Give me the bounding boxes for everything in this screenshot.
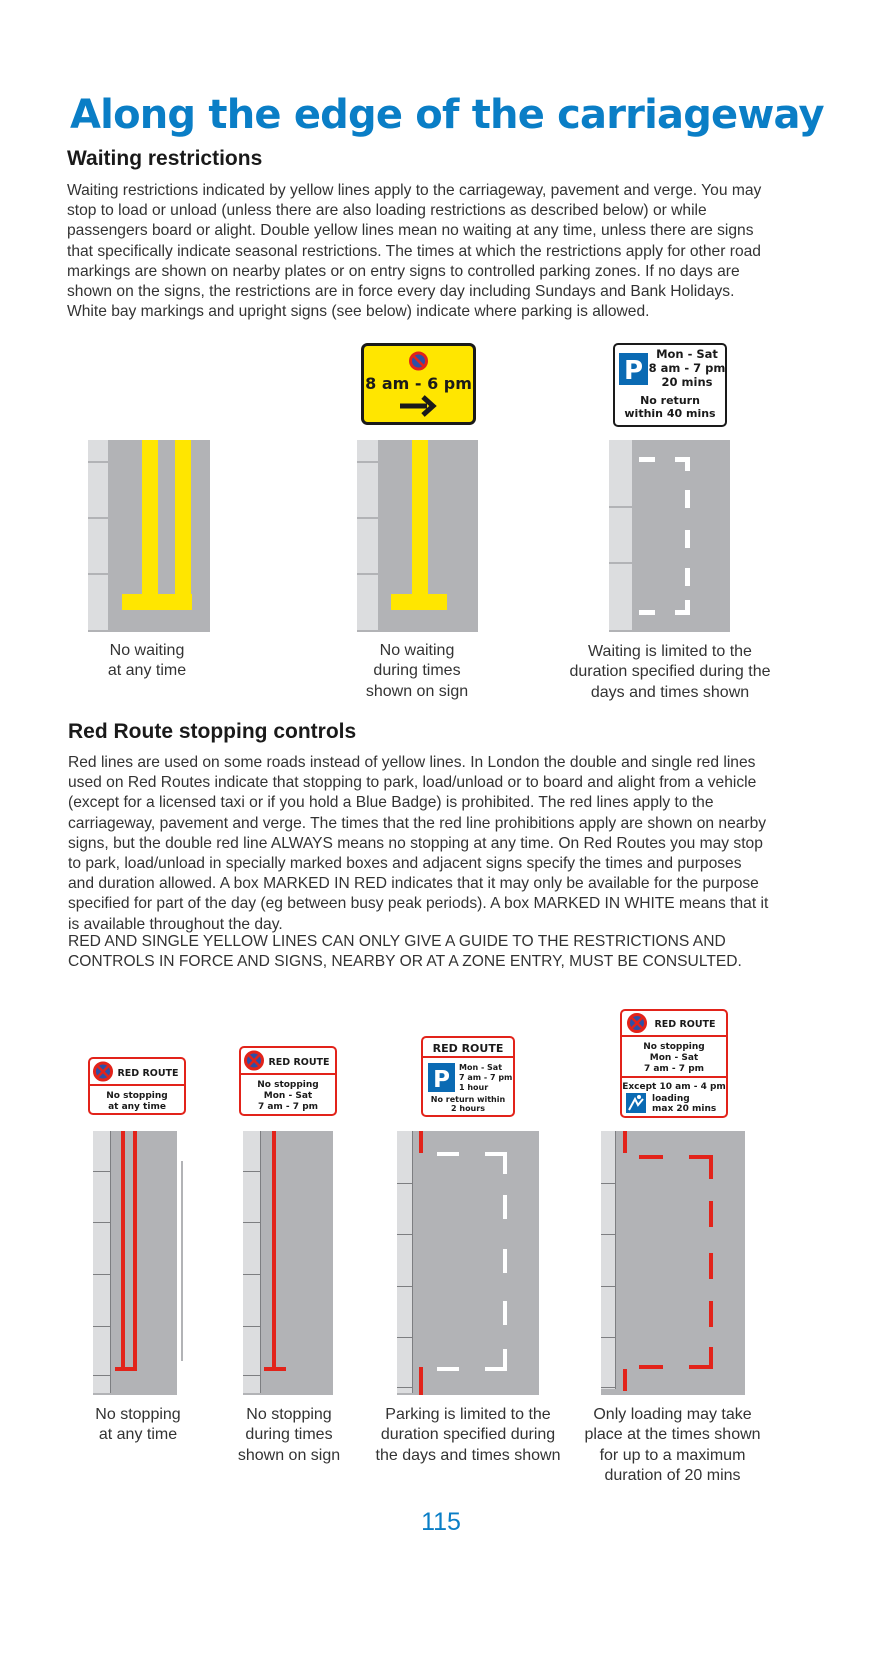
caption-parking-box: Parking is limited to the duration specified during the days and times shown (375, 1406, 561, 1464)
loading-icon (626, 1093, 646, 1113)
sign-time-text: 8 am - 6 pm (365, 374, 472, 393)
svg-text:P: P (623, 356, 644, 386)
single-red-sign (239, 1046, 337, 1116)
red-route-paragraph: Red lines are used on some roads instead of yellow lines. In London the double and single red lines used on Red Routes indicate that stopping to park, load/unload or to board and alight from a vehicle (except for a licensed taxi or if you hold a Blue Badge) is prohibited. The red lines apply to the carriageway, pavement and verge. The times that the red line prohibitions apply are shown on nearby signs, but the double red line ALWAYS means no stopping at any time. On Red Routes you may stop to park, load/unload in specially marked boxes and adjacent signs specify the times and purposes and duration allowed. A box MARKED IN RED indicates that it may only be available for the purpose specified for part of the day (eg between busy peak periods). A box MARKED IN WHITE means that it is available throughout the day. (68, 754, 769, 933)
red-route-parking-sign (421, 1036, 515, 1117)
parking-icon (619, 353, 648, 386)
sign-duration: 1 hour (459, 1083, 489, 1092)
double-yellow-road (88, 440, 210, 632)
red-route-warning: RED AND SINGLE YELLOW LINES CAN ONLY GIVE A GUIDE TO THE RESTRICTIONS AND CONTROLS IN FORCE AND SIGNS, NEARBY OR AT A ZONE ENTRY, MUST BE CONSULTED. (68, 933, 742, 971)
red-route-white-bay-road (397, 1131, 539, 1395)
no-stopping-icon (95, 1063, 112, 1080)
single-red-road (243, 1131, 333, 1395)
white-bay-road (609, 440, 730, 632)
caption-loading-box: Only loading may take place at the times shown for up to a maximum duration of 20 mins (584, 1406, 761, 1485)
sign-max: max 20 mins (652, 1104, 717, 1114)
waiting-heading: Waiting restrictions (67, 147, 263, 170)
red-route-label: RED ROUTE (432, 1042, 504, 1055)
caption-single-red: No stopping during times shown on sign (237, 1406, 341, 1464)
red-route-label: RED ROUTE (654, 1019, 716, 1030)
no-waiting-icon (411, 353, 427, 369)
no-stopping-icon (629, 1015, 646, 1032)
single-yellow-road (357, 440, 478, 632)
parking-limited-sign (613, 343, 727, 427)
page-number: 115 (421, 1508, 461, 1536)
caption-double-red: No stopping at any time (95, 1406, 181, 1444)
sign-return-2: 2 hours (451, 1104, 485, 1113)
sign-line-2: Mon - Sat (649, 1053, 699, 1063)
red-route-red-bay-road (601, 1131, 745, 1395)
sign-loading: loading (652, 1094, 690, 1104)
sign-line-1: No stopping (643, 1042, 705, 1052)
sign-return-2: within 40 mins (624, 407, 716, 420)
sign-line-1: No stopping (106, 1091, 168, 1101)
svg-text:P: P (433, 1067, 450, 1093)
double-red-road (93, 1131, 183, 1395)
sign-line-3: 7 am - 7 pm (643, 1064, 705, 1074)
sign-hours: 8 am - 7 pm (648, 361, 726, 375)
sign-return-1: No return within (430, 1095, 506, 1104)
parking-icon (428, 1063, 455, 1093)
sign-days: Mon - Sat (656, 347, 718, 361)
sign-duration: 20 mins (661, 375, 713, 389)
red-route-heading: Red Route stopping controls (68, 720, 357, 743)
red-route-label: RED ROUTE (268, 1057, 330, 1068)
sign-days: Mon - Sat (459, 1063, 503, 1072)
red-route-loading-sign (620, 1009, 728, 1118)
caption-white-bay: Waiting is limited to the duration specified during the days and times shown (569, 643, 771, 701)
waiting-paragraph: Waiting restrictions indicated by yellow lines apply to the carriageway, pavement and verge. You may stop to load or unload (unless there are also loading restrictions as described below) or while passengers board or alight. Double yellow lines mean no waiting at any time, unless there are signs that specifically indicate seasonal restrictions. The times at which the restrictions apply for other road markings are shown on nearby plates or on entry signs to controlled parking zones. If no days are shown on the signs, the restrictions are in force every day including Sundays and Bank Holidays. White bay markings and upright signs (see below) indicate where parking is allowed. (67, 182, 762, 321)
sign-line-2: Mon - Sat (263, 1091, 313, 1101)
double-red-sign (88, 1057, 186, 1115)
sign-line-3: 7 am - 7 pm (257, 1102, 319, 1112)
caption-single-yellow: No waiting during times shown on sign (365, 642, 469, 700)
sign-line-1: No stopping (257, 1080, 319, 1090)
sign-line-2: at any time (108, 1102, 166, 1112)
caption-double-yellow: No waiting at any time (107, 642, 187, 680)
single-yellow-time-sign (361, 343, 476, 425)
sign-return-1: No return (640, 394, 700, 407)
red-route-label: RED ROUTE (117, 1068, 179, 1079)
sign-except: Except 10 am - 4 pm (622, 1082, 726, 1092)
sign-hours: 7 am - 7 pm (459, 1073, 513, 1082)
page-title: Along the edge of the carriageway (70, 92, 824, 138)
no-stopping-icon (246, 1052, 263, 1069)
